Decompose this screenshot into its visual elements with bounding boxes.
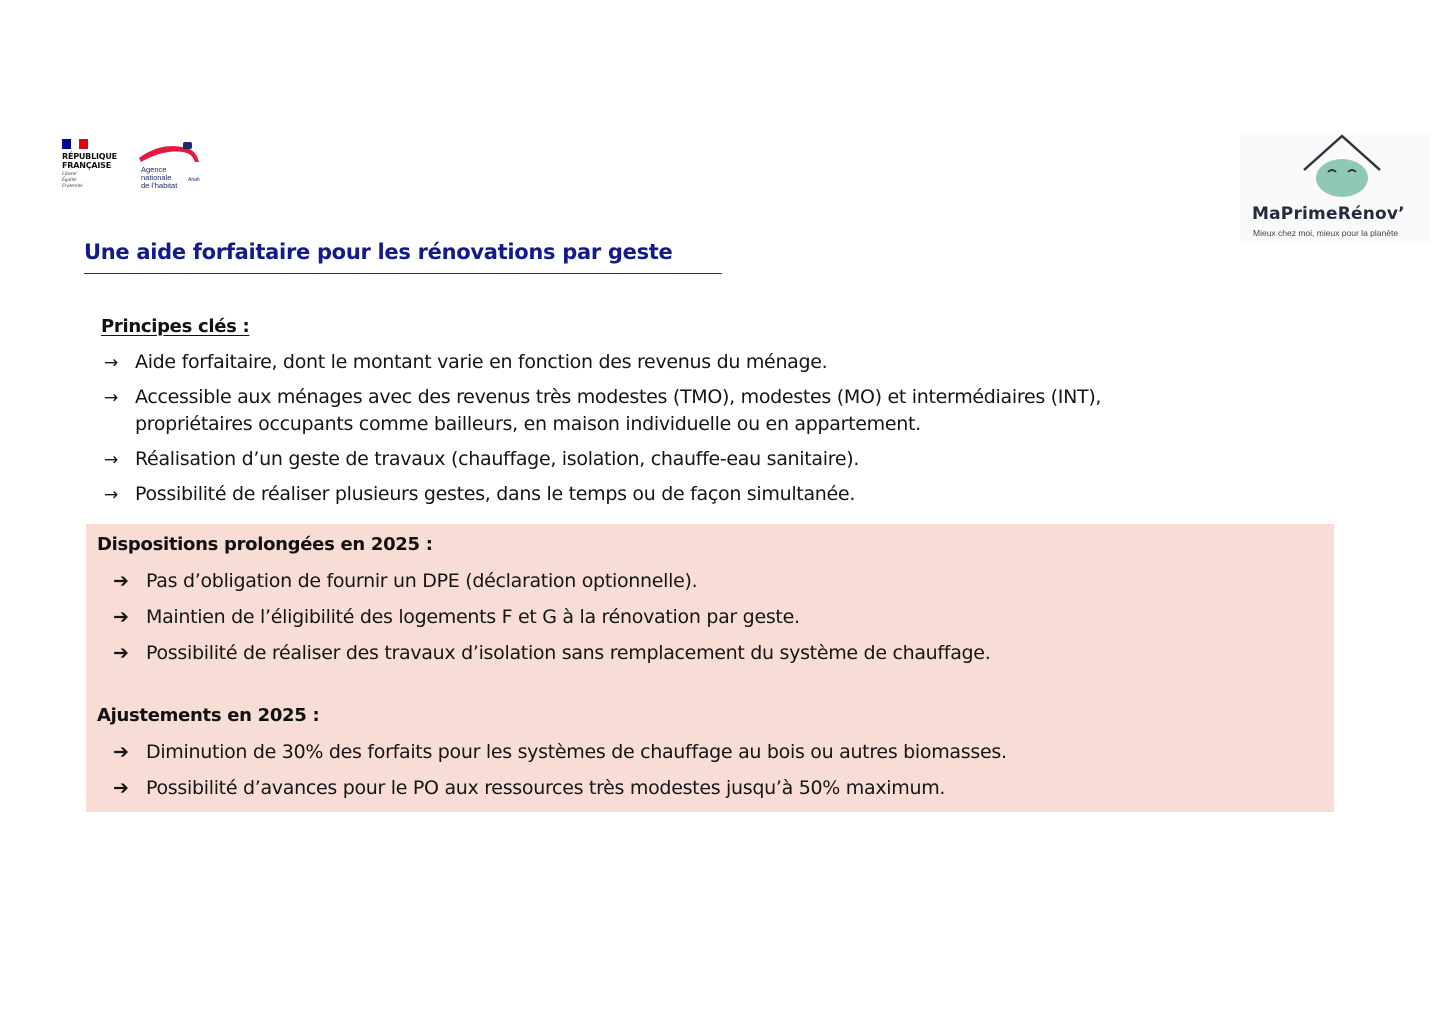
- arrow-right-icon: ➔: [113, 642, 129, 664]
- anah-name: Agence nationale de l’habitat: [141, 165, 178, 190]
- republique-francaise-name: RÉPUBLIQUE FRANÇAISE: [62, 152, 117, 170]
- ajustements-list: [113, 734, 1007, 806]
- list-item-text: Réalisation d’un geste de travaux (chauffage, isolation, chauffe-eau sanitaire).: [135, 448, 860, 470]
- list-item: [113, 599, 990, 635]
- title-underline: [84, 273, 722, 274]
- arrow-right-icon: →: [104, 353, 118, 373]
- republique-francaise-logo: [62, 139, 130, 199]
- list-item-text: Possibilité de réaliser des travaux d’isolation sans remplacement du système de chauffage.: [146, 642, 991, 664]
- list-item: [104, 384, 1101, 438]
- maprimerenov-tagline: Mieux chez moi, mieux pour la planète: [1253, 228, 1399, 238]
- anah-logo: [137, 140, 207, 198]
- list-item-text: Aide forfaitaire, dont le montant varie en fonction des revenus du ménage.: [135, 351, 828, 373]
- list-item-text: Possibilité de réaliser plusieurs gestes, dans le temps ou de façon simultanée.: [135, 483, 856, 505]
- arrow-right-icon: ➔: [113, 606, 129, 628]
- ajustements-heading: Ajustements en 2025 :: [97, 705, 320, 726]
- principes-heading: Principes clés :: [101, 316, 250, 337]
- principes-list: [104, 349, 1101, 516]
- list-item: [113, 635, 990, 671]
- list-item-text: Pas d’obligation de fournir un DPE (déclaration optionnelle).: [146, 570, 698, 592]
- list-item: [113, 563, 990, 599]
- list-item-text: Maintien de l’éligibilité des logements F et G à la rénovation par geste.: [146, 606, 800, 628]
- list-item-text: Possibilité d’avances pour le PO aux ressources très modestes jusqu’à 50% maximum.: [146, 777, 946, 799]
- list-item: [104, 481, 1101, 508]
- list-item-text: Accessible aux ménages avec des revenus très modestes (TMO), modestes (MO) et intermédiaires (INT), propriétaires occupants comme bailleurs, en maison individuelle ou en appartement.: [135, 386, 1102, 435]
- anah-short-name: Anah: [188, 177, 200, 183]
- list-item: [113, 734, 1007, 770]
- maprimerenov-logo: [1240, 132, 1430, 244]
- list-item: [113, 770, 1007, 806]
- list-item: [104, 446, 1101, 473]
- republique-motto: Liberté Égalité Fraternité: [62, 172, 83, 189]
- maprimerenov-name: MaPrimeRénov’: [1252, 204, 1405, 224]
- list-item-text: Diminution de 30% des forfaits pour les systèmes de chauffage au bois ou autres biomasses.: [146, 741, 1007, 763]
- arrow-right-icon: ➔: [113, 741, 129, 763]
- arrow-right-icon: ➔: [113, 777, 129, 799]
- dispositions-list: [113, 563, 990, 671]
- french-flag-icon: [62, 139, 88, 149]
- list-item: [104, 349, 1101, 376]
- arrow-right-icon: ➔: [113, 570, 129, 592]
- arrow-right-icon: →: [104, 450, 118, 470]
- page-title: Une aide forfaitaire pour les rénovations par geste: [84, 240, 673, 264]
- arrow-right-icon: →: [104, 388, 118, 408]
- house-icon: [1240, 132, 1430, 204]
- dispositions-heading: Dispositions prolongées en 2025 :: [97, 534, 433, 555]
- arrow-right-icon: →: [104, 485, 118, 505]
